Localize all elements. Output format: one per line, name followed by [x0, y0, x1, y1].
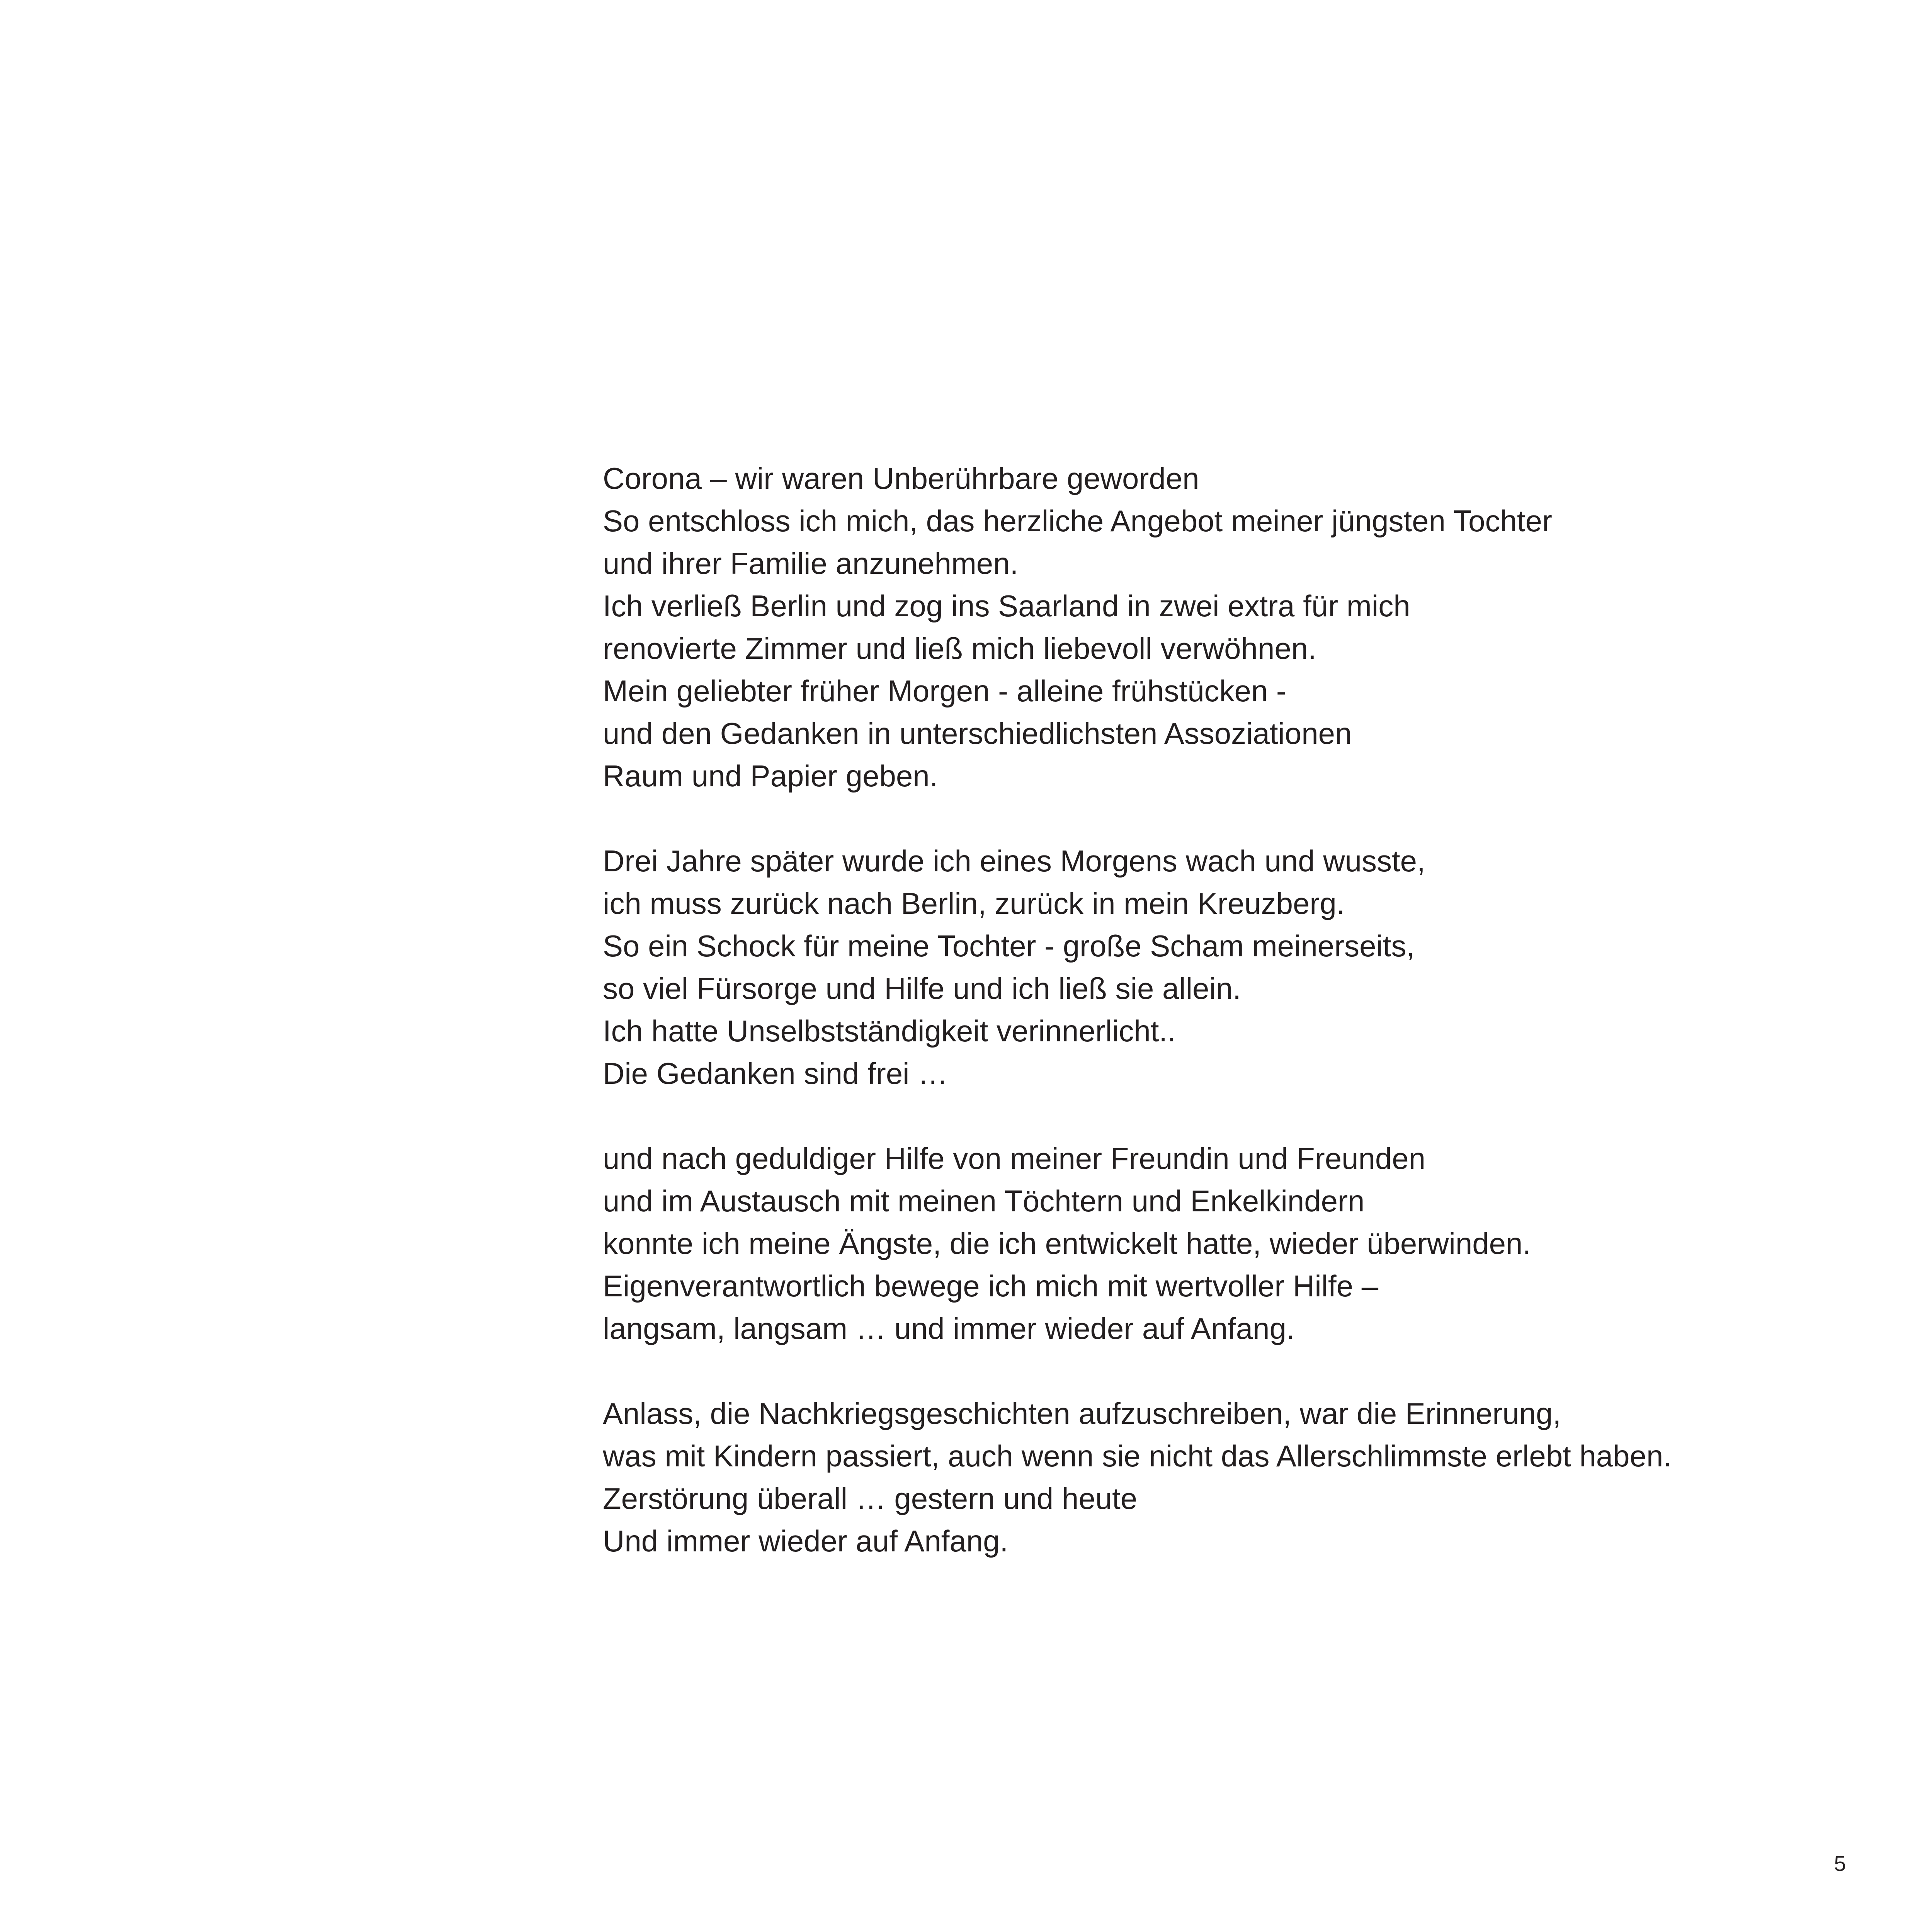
stanza-4 [603, 1392, 1839, 1562]
text-line: Drei Jahre später wurde ich eines Morgens wach und wusste, [603, 844, 1425, 878]
text-line: und im Austausch mit meinen Töchtern und Enkelkindern [603, 1184, 1365, 1218]
text-line: So entschloss ich mich, das herzliche Angebot meiner jüngsten Tochter [603, 504, 1552, 538]
text-line: Anlass, die Nachkriegsgeschichten aufzuschreiben, war die Erinnerung, [603, 1396, 1561, 1430]
stanza-2 [603, 840, 1839, 1095]
text-line: und den Gedanken in unterschiedlichsten Assoziationen [603, 716, 1352, 750]
poem-text [603, 457, 1839, 1562]
text-line: renovierte Zimmer und ließ mich liebevoll verwöhnen. [603, 631, 1316, 665]
stanza-1 [603, 457, 1839, 797]
text-line: was mit Kindern passiert, auch wenn sie nicht das Allerschlimmste erlebt haben. [603, 1439, 1672, 1473]
text-line: konnte ich meine Ängste, die ich entwickelt hatte, wieder überwinden. [603, 1226, 1531, 1260]
text-line: Zerstörung überall … gestern und heute [603, 1481, 1138, 1515]
text-line: Die Gedanken sind frei … [603, 1056, 948, 1090]
stanza-3 [603, 1137, 1839, 1350]
text-line: Und immer wieder auf Anfang. [603, 1524, 1009, 1558]
text-line: so viel Fürsorge und Hilfe und ich ließ sie allein. [603, 971, 1241, 1005]
text-line: Corona – wir waren Unberührbare geworden [603, 461, 1199, 495]
text-line: und ihrer Familie anzunehmen. [603, 546, 1019, 580]
text-line: ich muss zurück nach Berlin, zurück in mein Kreuzberg. [603, 886, 1345, 920]
text-line: langsam, langsam … und immer wieder auf Anfang. [603, 1311, 1295, 1345]
text-line: Mein geliebter früher Morgen - alleine frühstücken - [603, 674, 1286, 708]
page-number: 5 [1834, 1851, 1846, 1876]
text-line: Raum und Papier geben. [603, 759, 938, 793]
text-line: Eigenverantwortlich bewege ich mich mit wertvoller Hilfe – [603, 1269, 1379, 1303]
text-line: Ich hatte Unselbstständigkeit verinnerlicht.. [603, 1014, 1176, 1048]
text-line: und nach geduldiger Hilfe von meiner Freundin und Freunden [603, 1141, 1426, 1175]
text-line: So ein Schock für meine Tochter - große Scham meinerseits, [603, 929, 1415, 963]
text-line: Ich verließ Berlin und zog ins Saarland in zwei extra für mich [603, 589, 1410, 623]
